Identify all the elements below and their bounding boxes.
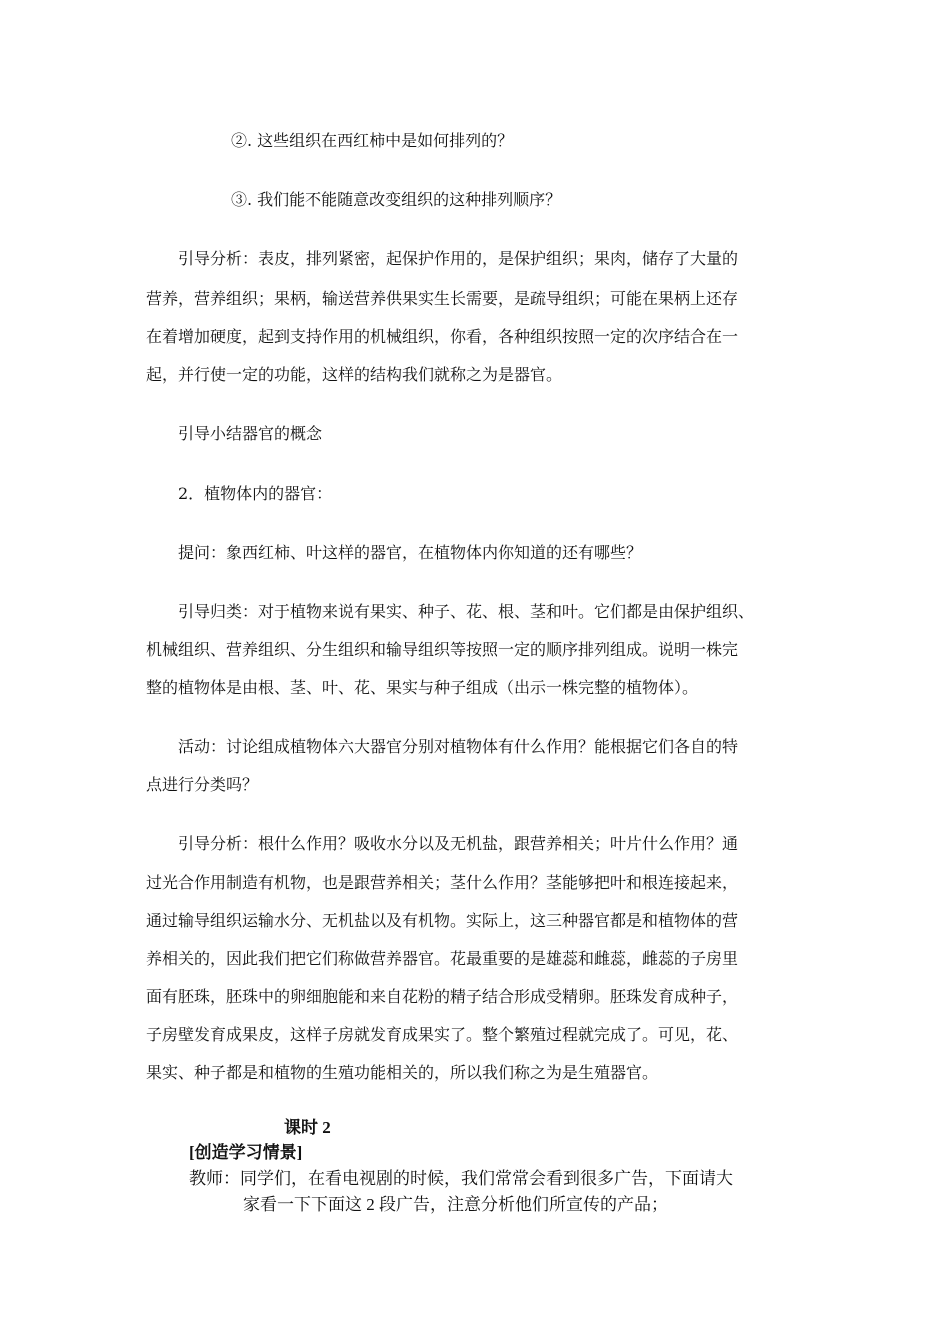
text-line: 点进行分类吗？ bbox=[146, 775, 259, 794]
section-heading: 2．植物体内的器官： bbox=[178, 484, 333, 503]
text-line: 引导分析：根什么作用？吸收水分以及无机盐，跟营养相关；叶片什么作用？通 bbox=[178, 834, 739, 853]
text-line: 过光合作用制造有机物，也是跟营养相关；茎什么作用？茎能够把叶和根连接起来， bbox=[146, 873, 739, 892]
text-line: 引导分析：表皮，排列紧密，起保护作用的，是保护组织；果肉，储存了大量的 bbox=[178, 249, 739, 268]
text-line: 机械组织、营养组织、分生组织和输导组织等按照一定的顺序排列组成。说明一株完 bbox=[146, 640, 739, 659]
question-2: ②. 这些组织在西红柿中是如何排列的？ bbox=[231, 131, 514, 150]
text-line: 通过输导组织运输水分、无机盐以及有机物。实际上，这三种器官都是和植物体的营 bbox=[146, 911, 739, 930]
text-line: 引导归类：对于植物来说有果实、种子、花、根、茎和叶。它们都是由保护组织、 bbox=[178, 602, 755, 621]
text-line: 活动：讨论组成植物体六大器官分别对植物体有什么作用？能根据它们各自的特 bbox=[178, 737, 739, 756]
text-line: 面有胚珠，胚珠中的卵细胞能和来自花粉的精子结合形成受精卵。胚珠发育成种子， bbox=[146, 987, 739, 1006]
text-line: 营养，营养组织；果柄，输送营养供果实生长需要，是疏导组织；可能在果柄上还存 bbox=[146, 289, 739, 308]
text-line: 在着增加硬度，起到支持作用的机械组织，你看，各种组织按照一定的次序结合在一 bbox=[146, 327, 739, 346]
summary-line: 引导小结器官的概念 bbox=[178, 424, 323, 443]
text-line: 养相关的，因此我们把它们称做营养器官。花最重要的是雄蕊和雌蕊，雌蕊的子房里 bbox=[146, 949, 739, 968]
text-line: 整的植物体是由根、茎、叶、花、果实与种子组成（出示一株完整的植物体）。 bbox=[146, 678, 699, 697]
lesson-title: 课时 2 bbox=[284, 1118, 331, 1137]
text-line: 果实、种子都是和植物的生殖功能相关的，所以我们称之为是生殖器官。 bbox=[146, 1063, 659, 1082]
question-3: ③. 我们能不能随意改变组织的这种排列顺序？ bbox=[231, 190, 562, 209]
text-line: 子房壁发育成果皮，这样子房就发育成果实了。整个繁殖过程就完成了。可见，花、 bbox=[146, 1025, 739, 1044]
context-heading: [创造学习情景] bbox=[189, 1143, 303, 1162]
text-line: 起，并行使一定的功能，这样的结构我们就称之为是器官。 bbox=[146, 365, 563, 384]
text-line: 教师：同学们，在看电视剧的时候，我们常常会看到很多广告，下面请大 bbox=[189, 1169, 733, 1188]
question-line: 提问：象西红柿、叶这样的器官，在植物体内你知道的还有哪些？ bbox=[178, 543, 643, 562]
text-line: 家看一下下面这 2 段广告，注意分析他们所宣传的产品； bbox=[243, 1195, 668, 1214]
